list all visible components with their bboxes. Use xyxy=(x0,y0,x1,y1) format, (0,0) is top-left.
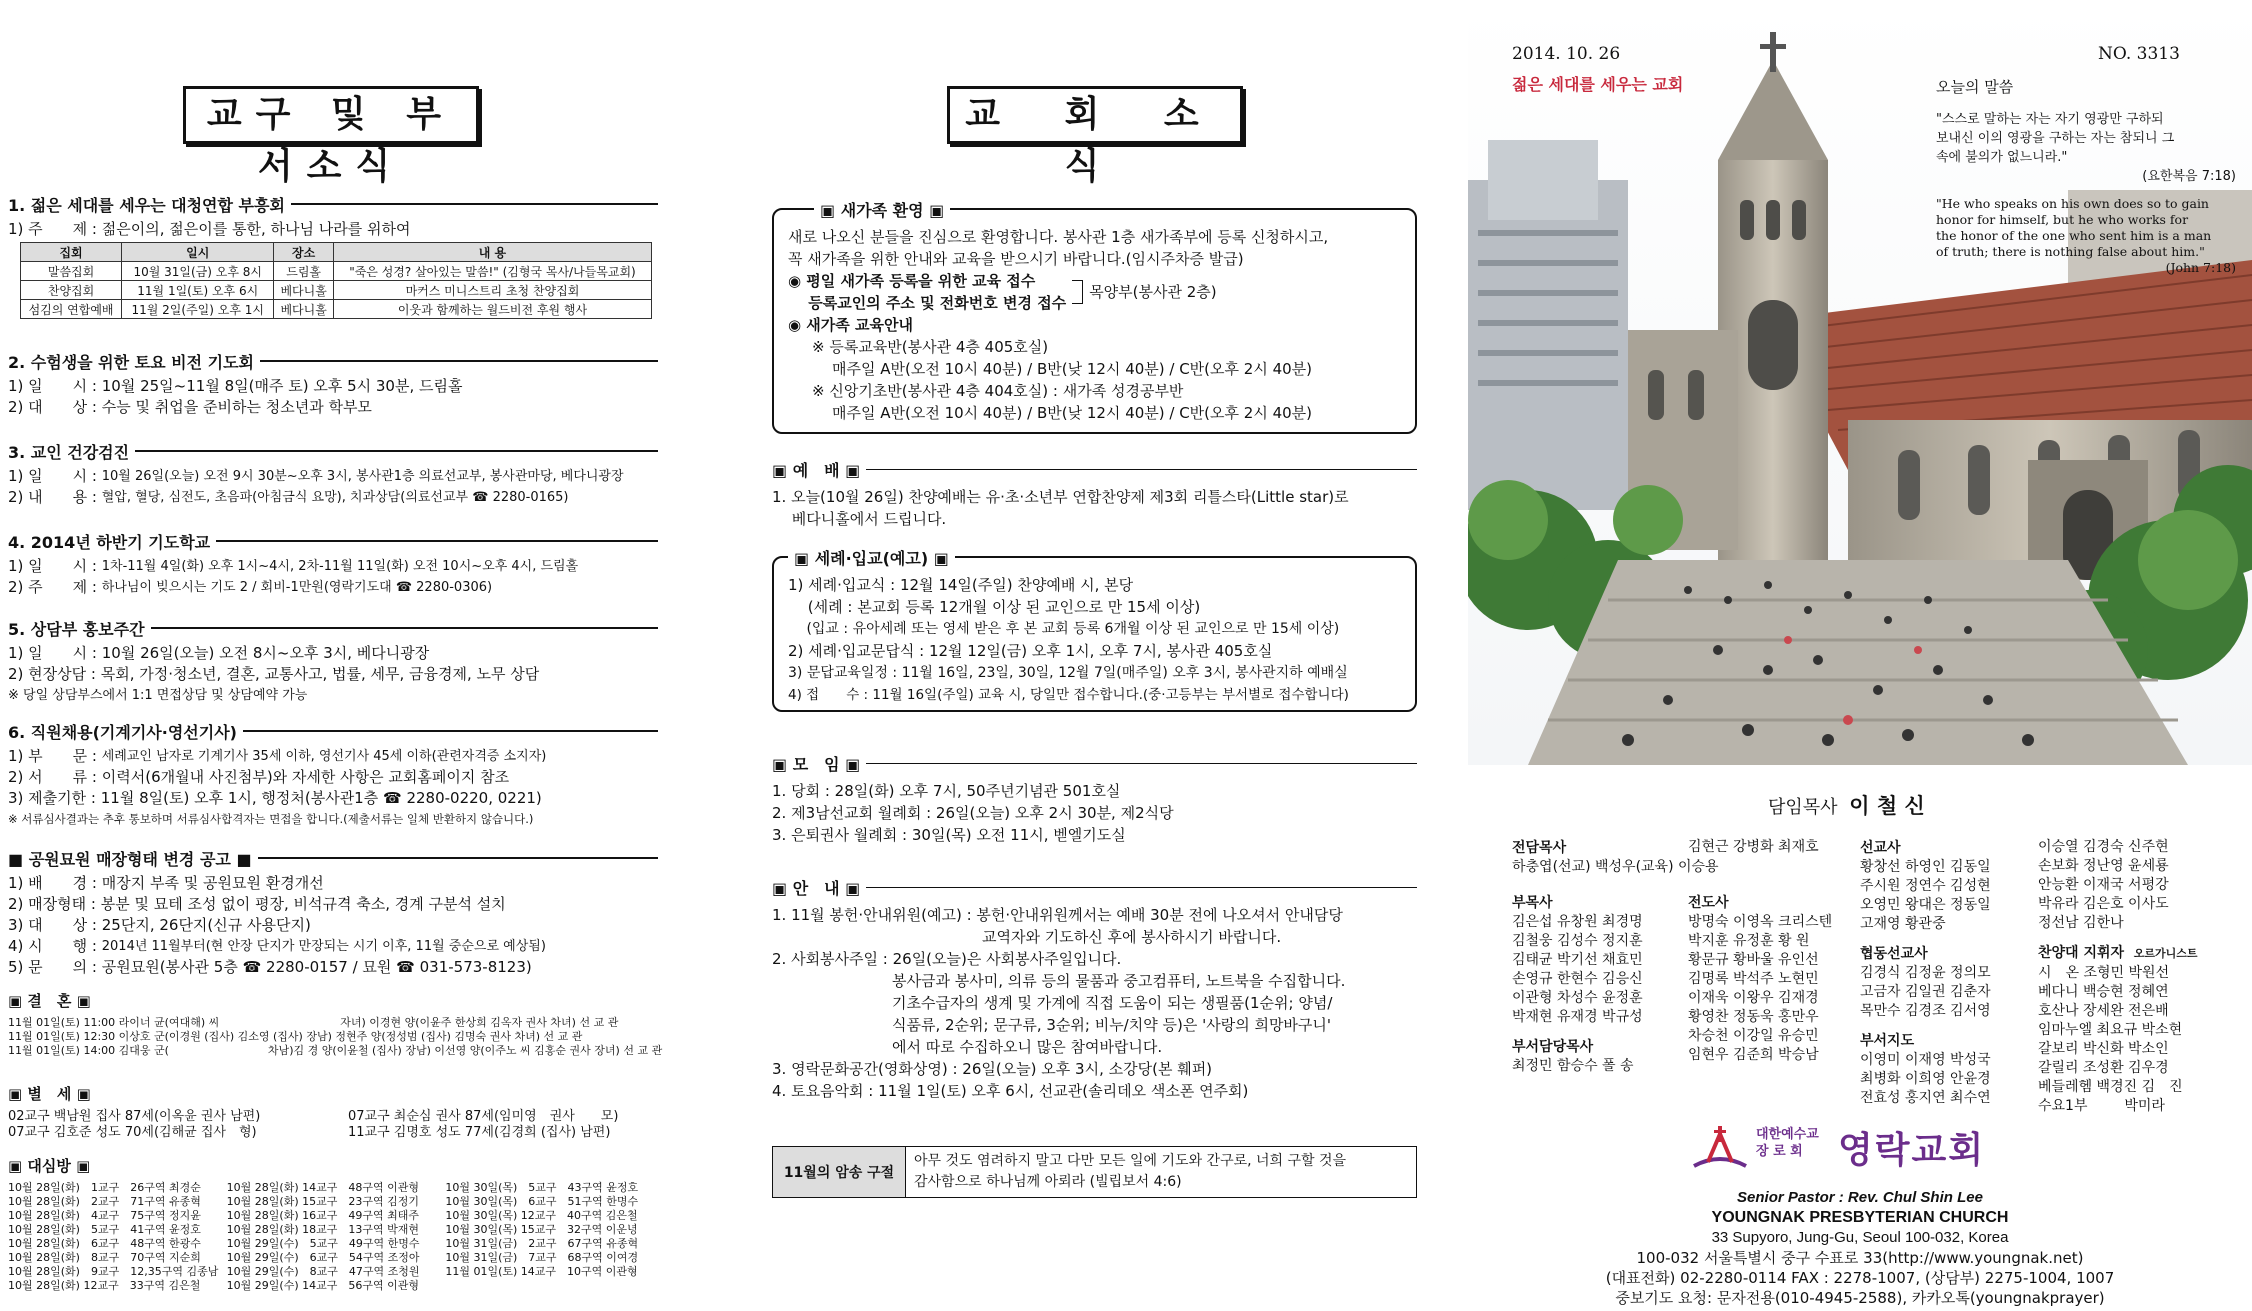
list-item: 10월 28일(화) 1교구 26구역 최경순 xyxy=(8,1181,201,1194)
list-item: 11월 01일(토) 14교구 10구역 이관형 xyxy=(445,1265,638,1278)
row-key: 4) 시 행 : xyxy=(8,937,97,955)
staff-names: 수요1부 박미라 xyxy=(2038,1098,2165,1114)
row-value: 25단지, 26단지(신규 사용단지) xyxy=(101,916,311,934)
verse-reference: (John 7:18) xyxy=(2165,260,2236,275)
staff-names: 이관형 차성수 윤정훈 xyxy=(1512,990,1643,1006)
senior-pastor-label: 담임목사 xyxy=(1768,797,1838,818)
staff-names: 김철웅 김성수 정지훈 xyxy=(1512,933,1643,949)
row-key: 2) 서 류 : xyxy=(8,768,97,786)
staff-names: 임마누엘 최요규 박소현 xyxy=(2038,1022,2183,1038)
list-item: 기초수급자의 생계 및 가계에 직접 도움이 되는 생필품(1순위; 양념/ xyxy=(772,994,1333,1012)
staff-names: 박유라 김은호 이사도 xyxy=(2038,896,2169,912)
list-item: 10월 28일(화) 2교구 71구역 유종혁 xyxy=(8,1195,201,1208)
staff-names: 베들레헴 백경진 김 진 xyxy=(2038,1079,2183,1095)
footer-pastor: Senior Pastor : Rev. Chul Shin Lee xyxy=(1737,1189,1983,1206)
section-meeting xyxy=(772,752,1417,846)
bulletin-number: NO. 3313 xyxy=(2098,44,2180,64)
list-item: 11월 01일(토) 12:30 이상호 군(이경원 (집사) 김소영 (집사) 장남) 정현주 양(정성범 (집사) 김명숙 권사 차녀) 선 교 관 xyxy=(8,1030,583,1043)
staff-names: 주시원 정연수 김성현 xyxy=(1860,878,1991,894)
footer-phone: (대표전화) 02-2280-0114 FAX : 2278-1007, (상담부) 2275-1004, 1007 xyxy=(1605,1269,2115,1287)
staff-group-title: 부목사 xyxy=(1512,895,1553,911)
list-item: 10월 31일(금) 7교구 68구역 이여경 xyxy=(445,1251,639,1264)
staff-names: 손보화 정난영 윤세룡 xyxy=(2038,858,2169,874)
section-title: 4. 2014년 하반기 기도학교 xyxy=(8,530,216,553)
section-worship xyxy=(772,458,1417,530)
list-item: 1. 당회 : 28일(화) 오후 7시, 50주년기념관 501호실 xyxy=(772,782,1121,800)
row-key: 1) 일 시 : xyxy=(8,467,97,485)
row-key: 2) 매장형태 : xyxy=(8,895,96,913)
row-value: 혈압, 혈당, 심전도, 초음파(아침금식 요망), 치과상담(의료선교부 ☎ 2280-0165) xyxy=(101,490,569,505)
list-item: 10월 30일(목) 6교구 51구역 한명수 xyxy=(445,1195,639,1208)
staff-names: 최정민 함승수 폴 송 xyxy=(1512,1058,1634,1074)
right-column xyxy=(1468,0,2252,1311)
list-item: 10월 29일(수) 5교구 49구역 한명수 xyxy=(226,1237,420,1250)
memory-verse-text: 감사함으로 하나님께 아뢰라 (빌립보서 4:6) xyxy=(914,1174,1182,1190)
staff-names: 차승천 이강일 유승민 xyxy=(1688,1028,1819,1044)
department-news-header: 교구 및 부서소식 xyxy=(183,86,479,144)
staff-column-3 xyxy=(1860,838,1991,1108)
section-hiring xyxy=(8,720,658,830)
row-value: 11월 8일(토) 오후 1시, 행정처(봉사관1층 ☎ 2280-0220, 0221) xyxy=(100,789,542,807)
section-title: 1. 젊은 세대를 세우는 대청연합 부흥회 xyxy=(8,193,291,216)
row-value: 10월 26일(오늘) 오전 9시 30분~오후 3시, 봉사관1층 의료선교부, 봉사관마당, 베다니광장 xyxy=(101,469,624,484)
church-slogan: 젊은 세대를 세우는 교회 xyxy=(1512,75,1684,94)
memory-verse-box xyxy=(772,1146,1417,1198)
table-cell: 베다니홀 xyxy=(274,281,334,300)
word-korean xyxy=(1936,110,2236,186)
section-title: 5. 상담부 홍보주간 xyxy=(8,617,151,640)
staff-names: 황영찬 정동욱 홍만우 xyxy=(1688,1009,1819,1025)
staff-names: 고재영 황관중 xyxy=(1860,916,1946,932)
list-item: 3. 은퇴권사 월례회 : 30일(목) 오전 11시, 벧엘기도실 xyxy=(772,826,1126,844)
row-key: 1) 주 제 : xyxy=(8,220,97,238)
row-key: 1) 배 경 : xyxy=(8,874,97,892)
row-key: 1) 일 시 : xyxy=(8,557,97,575)
list-item: 매주일 A반(오전 10시 40분) / B반(낮 12시 40분) / C반(오후 2시 40분) xyxy=(832,360,1313,378)
table-cell: 찬양집회 xyxy=(21,281,122,300)
paragraph: 새로 나오신 분들을 진심으로 환영합니다. 봉사관 1층 새가족부에 등록 신청하시고, xyxy=(788,228,1329,246)
list-item: 4. 토요음악회 : 11월 1일(토) 오후 6시, 선교관(솔리데오 색소폰 연주회) xyxy=(772,1082,1249,1100)
paragraph: 1. 오늘(10월 26일) 찬양예배는 유·초·소년부 연합찬양제 제3회 리틀스타(Little star)로 xyxy=(772,488,1349,506)
section-title: ▣ 결 혼 ▣ xyxy=(8,992,91,1010)
staff-names: 최병화 이희영 안윤경 xyxy=(1860,1071,1991,1087)
staff-names: 갈보리 박신화 박소인 xyxy=(2038,1041,2169,1057)
list-item: 11월 01일(토) 11:00 라이너 균(여대해) 씨 자녀) 이경현 양(이윤주 한상희 김옥자 권사 차녀) 선 교 관 xyxy=(8,1016,619,1029)
row-key: 2) 내 용 : xyxy=(8,488,97,506)
section-note: ※ 서류심사결과는 추후 통보하며 서류심사합격자는 면접을 합니다.(제출서류는 일체 반환하지 않습니다.) xyxy=(8,812,534,826)
table-cell: 11월 1일(토) 오후 6시 xyxy=(122,281,274,300)
list-item: 10월 28일(화) 5교구 41구역 윤정호 xyxy=(8,1223,201,1236)
list-item: 11교구 김명호 성도 77세(김경희 (집사) 남편) xyxy=(348,1125,611,1140)
logo-church-name: 영락교회 xyxy=(1838,1130,1986,1171)
row-value: 10월 26일(오늘) 오전 8시~오후 3시, 베다니광장 xyxy=(101,644,430,662)
verse-line: 속에 불의가 없느니라." xyxy=(1936,150,2068,165)
list-item: 10월 30일(목) 12교구 40구역 김은철 xyxy=(445,1209,638,1222)
list-item: 10월 28일(화) 9교구 12,35구역 김종남 xyxy=(8,1265,219,1278)
verse-line: of truth; there is nothing false about him." xyxy=(1936,244,2205,259)
section-title: 2. 수험생을 위한 토요 비전 기도회 xyxy=(8,350,260,373)
section-visitation xyxy=(8,1155,658,1293)
verse-line: the honor of the one who sent him is a man xyxy=(1936,228,2212,243)
staff-names: 김명록 박석주 노현민 xyxy=(1688,971,1819,987)
section-exam-prayer xyxy=(8,350,658,418)
table-cell: 드림홀 xyxy=(274,262,334,281)
staff-names: 손영규 한현수 김응신 xyxy=(1512,971,1643,987)
table-cell: 섬김의 연합예배 xyxy=(21,300,122,319)
section-notice xyxy=(772,876,1417,1102)
list-item: 1. 11월 봉헌·안내위원(예고) : 봉헌·안내위원께서는 예배 30분 전에 나오셔서 안내담당 xyxy=(772,906,1343,924)
list-item: 1) 세례·입교식 : 12월 14일(주일) 찬양예배 시, 본당 xyxy=(788,576,1134,594)
list-item: 10월 28일(화) 16교구 49구역 최태주 xyxy=(226,1209,419,1222)
staff-names: 하충엽(선교) 백성우(교육) 이승용 xyxy=(1512,859,1719,875)
section-title: ▣ 예 배 ▣ xyxy=(772,460,861,480)
row-value: 공원묘원(봉사관 5층 ☎ 2280-0157 / 묘원 ☎ 031-573-8123) xyxy=(101,958,532,976)
staff-group-title: 부서담당목사 xyxy=(1512,1039,1594,1055)
row-key: 1) 부 문 : xyxy=(8,747,97,765)
verse-line: "스스로 말하는 자는 자기 영광만 구하되 xyxy=(1936,112,2164,127)
row-key: 3) 제출기한 : xyxy=(8,789,96,807)
row-value: 매장지 부족 및 공원묘원 환경개선 xyxy=(101,874,324,892)
table-header: 일시 xyxy=(122,243,274,262)
list-item: 10월 28일(화) 4교구 75구역 정지윤 xyxy=(8,1209,201,1222)
table-row xyxy=(21,300,652,319)
list-item: 교역자와 기도하신 후에 봉사하시기 바랍니다. xyxy=(772,928,1282,946)
word-english xyxy=(1936,196,2236,276)
row-value: 수능 및 취업을 준비하는 청소년과 학부모 xyxy=(101,398,372,416)
staff-names: 김은섭 유창원 최경명 xyxy=(1512,914,1643,930)
list-item: 10월 28일(화) 15교구 23구역 김정기 xyxy=(226,1195,419,1208)
section-title: ▣ 세례·입교(예고) ▣ xyxy=(788,546,955,569)
left-column xyxy=(0,0,665,1311)
section-title: ▣ 모 임 ▣ xyxy=(772,754,861,774)
list-item: 10월 29일(수) 14교구 56구역 이관형 xyxy=(226,1279,419,1292)
verse-line: honor for himself, but he who works for xyxy=(1936,212,2189,227)
senior-pastor-name: 이 철 신 xyxy=(1849,794,1925,818)
staff-group-title: 전도사 xyxy=(1688,895,1729,911)
list-item: ※ 신앙기초반(봉사관 4층 404호실) : 새가족 성경공부반 xyxy=(812,382,1184,400)
staff-names: 호산나 장세완 전은배 xyxy=(2038,1003,2169,1019)
staff-names: 이재욱 이왕우 김재경 xyxy=(1688,990,1819,1006)
staff-group-title: 협동선교사 xyxy=(1860,946,1928,962)
list-item: 10월 30일(목) 5교구 43구역 윤정호 xyxy=(445,1181,639,1194)
list-item: 07교구 김호준 성도 70세(김해균 집사 형) xyxy=(8,1125,257,1140)
staff-column-2 xyxy=(1688,838,1832,1065)
staff-names: 김현근 강병화 최재호 xyxy=(1688,839,1819,855)
row-key: 3) 대 상 : xyxy=(8,916,97,934)
table-header: 내 용 xyxy=(333,243,651,262)
staff-names: 목만수 김경조 김서영 xyxy=(1860,1003,1991,1019)
list-item: 10월 31일(금) 2교구 67구역 유종혁 xyxy=(445,1237,639,1250)
section-welcome xyxy=(772,201,1417,434)
staff-group-title: 부서지도 xyxy=(1860,1033,1915,1049)
table-cell: 이웃과 함께하는 월드비전 후원 행사 xyxy=(333,300,651,319)
table-cell: 11월 2일(주일) 오후 1시 xyxy=(122,300,274,319)
staff-names: 임현우 김준희 박승남 xyxy=(1688,1047,1819,1063)
staff-names: 이영미 이재영 박성국 xyxy=(1860,1052,1991,1068)
section-prayer-school xyxy=(8,530,658,598)
list-item: (세례 : 본교회 등록 12개월 이상 된 교인으로 만 15세 이상) xyxy=(788,598,1201,616)
list-item: 10월 29일(수) 8교구 47구역 조청원 xyxy=(226,1265,420,1278)
verse-line: "He who speaks on his own does so to gain xyxy=(1936,196,2209,211)
footer xyxy=(1468,1188,2252,1308)
table-cell: 마커스 미니스트리 초청 찬양집회 xyxy=(333,281,651,300)
table-header: 집회 xyxy=(21,243,122,262)
section-wedding xyxy=(8,990,663,1058)
section-baptism xyxy=(772,549,1417,712)
row-key: 2) 주 제 : xyxy=(8,578,97,596)
row-key: 2) 현장상담 : xyxy=(8,665,96,683)
verse-reference: (요한복음 7:18) xyxy=(2142,169,2236,184)
contact-label: 목양부(봉사관 2층) xyxy=(1089,283,1217,301)
staff-names: 황창선 하영인 김동일 xyxy=(1860,859,1991,875)
verse-line: 보내신 이의 영광을 구하는 자는 참되니 그 xyxy=(1936,131,2175,146)
staff-names: 김경식 김정윤 정의모 xyxy=(1860,965,1991,981)
list-item: 4) 접 수 : 11월 16일(주일) 교육 시, 당일만 접수합니다.(중·고등부는 부서별로 접수합니다) xyxy=(788,687,1349,703)
paragraph: 꼭 새가족을 위한 안내와 교육을 받으시기 바랍니다.(임시주차증 발급) xyxy=(788,250,1244,268)
staff-names: 시 온 조형민 박원선 xyxy=(2038,965,2170,981)
list-item: 2. 사회봉사주일 : 26일(오늘)은 사회봉사주일입니다. xyxy=(772,950,1122,968)
table-cell: 10월 31일(금) 오후 8시 xyxy=(122,262,274,281)
staff-group-title: 찬양대 지휘자 xyxy=(2038,945,2125,961)
table-row xyxy=(21,281,652,300)
section-cemetery xyxy=(8,847,658,978)
section-revival xyxy=(8,193,658,319)
list-item: 매주일 A반(오전 10시 40분) / B반(낮 12시 40분) / C반(오후 2시 40분) xyxy=(832,404,1313,422)
list-item: 봉사금과 봉사미, 의류 등의 물품과 중고컴퓨터, 노트북을 수집합니다. xyxy=(772,972,1346,990)
church-logo-icon xyxy=(1690,1122,1750,1172)
row-value: 세례교인 남자로 기계기사 35세 이하, 영선기사 45세 이하(관련자격증 소지자) xyxy=(101,749,547,764)
list-item: ※ 등록교육반(봉사관 4층 405호실) xyxy=(812,338,1049,356)
staff-names: 베다니 백승현 정혜연 xyxy=(2038,984,2169,1000)
list-item: 2. 제3남선교회 월례회 : 26일(오늘) 오후 2시 30분, 제2식당 xyxy=(772,804,1174,822)
list-item: 등록교인의 주소 및 전화번호 변경 접수 xyxy=(788,294,1067,312)
bulletin-date: 2014. 10. 26 xyxy=(1512,44,1621,64)
staff-names: 황문규 황바울 유인선 xyxy=(1688,952,1819,968)
staff-names: 박지훈 유정훈 황 원 xyxy=(1688,933,1810,949)
list-item: 에서 따로 수집하오니 많은 참여바랍니다. xyxy=(772,1038,1163,1056)
section-title: ▣ 대심방 ▣ xyxy=(8,1157,91,1175)
list-item: 10월 28일(화) 8교구 70구역 지순희 xyxy=(8,1251,201,1264)
staff-names: 오영민 왕대은 정동일 xyxy=(1860,897,1991,913)
table-row xyxy=(21,262,652,281)
staff-names: 박재현 유재경 박규성 xyxy=(1512,1009,1643,1025)
staff-names: 방명숙 이영옥 크리스텐 xyxy=(1688,914,1833,930)
logo-denomination: 대한예수교 xyxy=(1756,1127,1819,1142)
list-item: 2) 세례·입교문답식 : 12월 12일(금) 오후 1시, 오후 7시, 봉사관 405호실 xyxy=(788,642,1273,660)
staff-names: 김태균 박기선 채효민 xyxy=(1512,952,1643,968)
logo-denomination: 장 로 회 xyxy=(1756,1144,1803,1159)
row-value: 이력서(6개월내 사진첨부)와 자세한 사항은 교회홈페이지 참조 xyxy=(101,768,510,786)
staff-names: 갈릴리 조성환 김우경 xyxy=(2038,1060,2169,1076)
footer-church-en: YOUNGNAK PRESBYTERIAN CHURCH xyxy=(1711,1209,2009,1226)
list-item: 07교구 최순심 권사 87세(임미영 권사 모) xyxy=(348,1109,619,1124)
staff-column-4 xyxy=(2038,838,2198,1116)
list-item: ◉ 평일 새가족 등록을 위한 교육 접수 xyxy=(788,272,1036,290)
revival-table xyxy=(20,242,652,319)
church-logo xyxy=(1690,1120,2050,1176)
section-obituary xyxy=(8,1083,658,1141)
list-item: (입교 : 유아세례 또는 영세 받은 후 본 교회 등록 6개월 이상 된 교인으로 만 15세 이상) xyxy=(788,621,1340,637)
row-key: 5) 문 의 : xyxy=(8,958,97,976)
list-item: 10월 28일(화) 6교구 48구역 한광수 xyxy=(8,1237,201,1250)
list-item: 3) 문답교육일정 : 11월 16일, 23일, 30일, 12월 7일(매주일) 오후 3시, 봉사관지하 예배실 xyxy=(788,665,1348,681)
list-item: 10월 30일(목) 15교구 32구역 이운녕 xyxy=(445,1223,638,1236)
list-item: 10월 28일(화) 18교구 13구역 박재현 xyxy=(226,1223,419,1236)
section-title: ▣ 별 세 ▣ xyxy=(8,1085,91,1103)
row-key: 2) 대 상 : xyxy=(8,398,97,416)
section-health-check xyxy=(8,440,658,508)
memory-verse-label: 11월의 암송 구절 xyxy=(773,1147,906,1197)
footer-address-en: 33 Supyoro, Jung-Gu, Seoul 100-032, Korea xyxy=(1711,1229,2009,1246)
list-item: 10월 28일(화) 12교구 33구역 김은철 xyxy=(8,1279,201,1292)
paragraph: 베다니홀에서 드립니다. xyxy=(772,510,947,528)
staff-names: 고금자 김일권 김춘자 xyxy=(1860,984,1991,1000)
staff-names: 전효성 홍지연 최수연 xyxy=(1860,1090,1991,1106)
word-title: 오늘의 말씀 xyxy=(1936,78,2014,96)
staff-group-title: 전담목사 xyxy=(1512,840,1567,856)
table-header: 장소 xyxy=(274,243,334,262)
church-news-header: 교 회 소 식 xyxy=(947,86,1243,144)
row-key: 1) 일 시 : xyxy=(8,377,97,395)
list-item: ◉ 새가족 교육안내 xyxy=(788,316,913,334)
section-title: 3. 교인 건강검진 xyxy=(8,440,135,463)
list-item: 10월 28일(화) 14교구 48구역 이관형 xyxy=(226,1181,419,1194)
row-key: 1) 일 시 : xyxy=(8,644,97,662)
row-value: 10월 25일~11월 8일(매주 토) 오후 5시 30분, 드림홀 xyxy=(101,377,463,395)
section-counseling xyxy=(8,617,658,706)
table-cell: "죽은 성경? 살아있는 말씀!" (김형국 목사/나들목교회) xyxy=(333,262,651,281)
row-value: 하나님이 빚으시는 기도 2 / 회비-1만원(영락기도대 ☎ 2280-0306) xyxy=(101,580,493,595)
staff-names: 안능환 이재국 서평강 xyxy=(2038,877,2169,893)
footer-address-ko: 100-032 서울특별시 중구 수표로 33(http://www.youngnak.net) xyxy=(1636,1249,2084,1267)
section-title: ■ 공원묘원 매장형태 변경 공고 ■ xyxy=(8,847,258,870)
staff-names: 정선남 김한나 xyxy=(2038,915,2124,931)
table-cell: 말씀집회 xyxy=(21,262,122,281)
list-item: 3. 영락문화공간(영화상영) : 26일(오늘) 오후 3시, 소강당(본 훼퍼) xyxy=(772,1060,1213,1078)
footer-prayer: 중보기도 요청: 문자전용(010-4945-2588), 카카오톡(youngnakprayer) xyxy=(1615,1289,2105,1307)
list-item: 식품류, 2순위; 문구류, 3순위; 비누/치약 등)은 '사랑의 희망바구니' xyxy=(772,1016,1332,1034)
row-value: 1차-11월 4일(화) 오후 1시~4시, 2차-11월 11일(화) 오전 10시~오후 4시, 드림홀 xyxy=(101,559,579,574)
list-item: 02교구 백남원 집사 87세(이옥윤 권사 남편) xyxy=(8,1109,261,1124)
row-value: 2014년 11월부터(현 안장 단지가 만장되는 시기 이후, 11월 중순으로 예상됨) xyxy=(101,939,546,954)
list-item: 10월 29일(수) 6교구 54구역 조정아 xyxy=(226,1251,420,1264)
row-value: 봉분 및 묘테 조성 없이 평장, 비석규격 축소, 경계 구분석 설치 xyxy=(100,895,506,913)
row-value: 목회, 가정·청소년, 결혼, 교통사고, 법률, 세무, 금융경제, 노무 상담 xyxy=(100,665,540,683)
section-note: ※ 당일 상담부스에서 1:1 면접상담 및 상담예약 가능 xyxy=(8,688,308,703)
section-title: 6. 직원채용(기계기사·영선기사) xyxy=(8,720,243,743)
list-item: 11월 01일(토) 14:00 김대웅 군( 차남)김 경 양(이윤철 (집사) 장남) 이선영 양(이주노 씨 김홍순 권사 장녀) 선 교 관 xyxy=(8,1044,663,1057)
section-title: ▣ 새가족 환영 ▣ xyxy=(814,198,950,221)
table-cell: 베다니홀 xyxy=(274,300,334,319)
staff-group-title: 선교사 xyxy=(1860,840,1901,856)
row-value: 젊은이의, 젊은이를 통한, 하나님 나라를 위하여 xyxy=(101,220,411,238)
staff-group-title: 오르가니스트 xyxy=(2133,947,2198,960)
staff-names: 이승열 김경숙 신주현 xyxy=(2038,839,2169,855)
section-title: ▣ 안 내 ▣ xyxy=(772,878,861,898)
middle-column xyxy=(760,0,1420,1311)
memory-verse-text: 아무 것도 염려하지 말고 다만 모든 일에 기도와 간구로, 너희 구할 것을 xyxy=(914,1153,1347,1169)
senior-pastor xyxy=(1768,790,1925,820)
